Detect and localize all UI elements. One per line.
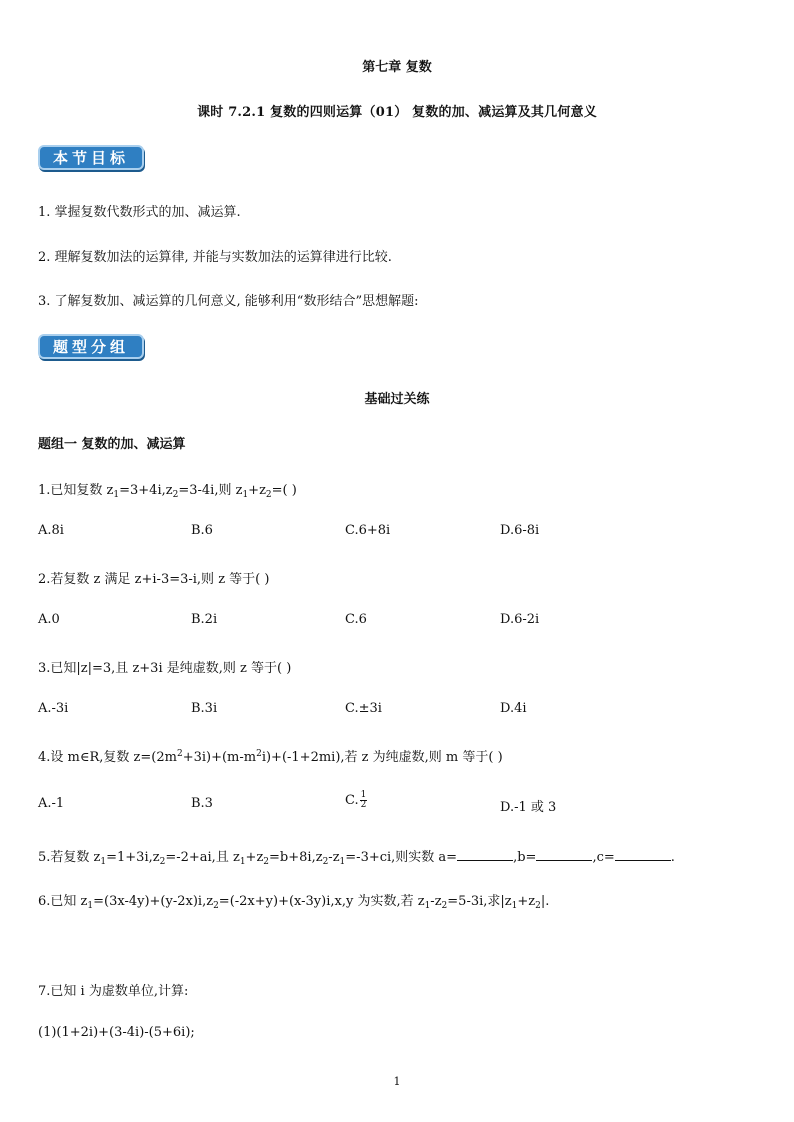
question-7-part-1: (1)(1+2i)+(3-4i)-(5+6i); <box>38 1025 195 1040</box>
question-7-stem: 7.已知 i 为虚数单位,计算: <box>38 984 189 999</box>
q4-option-d: D.-1 或 3 <box>500 800 557 815</box>
q3-option-b: B.3i <box>191 701 218 716</box>
q1-option-c: C.6+8i <box>345 523 391 538</box>
question-3-stem: 3.已知|z|=3,且 z+3i 是纯虚数,则 z 等于( ) <box>38 661 292 676</box>
question-2-stem: 2.若复数 z 满足 z+i-3=3-i,则 z 等于( ) <box>38 572 270 587</box>
question-1-stem: 1.已知复数 $z_1=3+4i,z_2=3-4i$,则 $z_1+z_2=$( ) <box>38 483 297 500</box>
goals-badge: 本节目标 <box>38 145 144 170</box>
q1-option-a: A.8i <box>38 523 64 538</box>
q4-option-b: B.3 <box>191 796 213 811</box>
answer-blank-b[interactable] <box>536 850 592 861</box>
section-title: 基础过关练 <box>364 392 430 407</box>
q2-option-c: C.6 <box>345 612 367 627</box>
question-6-stem: 6.已知 $z_1=(3x-4y)+(y-2x)i,z_2=(-2x+y)+(x-3y)i,x,y$ 为实数,若 $z_1-z_2=5-3i$,求$|z_1+z_2|$. <box>38 894 550 911</box>
question-4-stem: 4.设 m∈R,复数 $z=(2m^2+3i)+(m-m^2i)+(-1+2mi)$,若 z 为纯虚数,则 m 等于( ) <box>38 749 503 765</box>
q2-option-b: B.2i <box>191 612 218 627</box>
group-title: 题组一 复数的加、减运算 <box>38 437 186 452</box>
answer-blank-a[interactable] <box>457 850 513 861</box>
chapter-title: 第七章 复数 <box>362 60 432 75</box>
goal-1: 1. 掌握复数代数形式的加、减运算. <box>38 205 241 220</box>
q3-option-c: C.±3i <box>345 701 382 716</box>
goal-2: 2. 理解复数加法的运算律, 并能与实数加法的运算律进行比较. <box>38 250 392 265</box>
page-number: 1 <box>393 1075 401 1088</box>
q4-option-a: A.-1 <box>38 796 65 811</box>
q1-option-b: B.6 <box>191 523 213 538</box>
goal-3: 3. 了解复数加、减运算的几何意义, 能够利用“数形结合”思想解题: <box>38 294 419 309</box>
answer-blank-c[interactable] <box>615 850 671 861</box>
q3-option-a: A.-3i <box>38 701 69 716</box>
lesson-title: 课时 7.2.1 复数的四则运算（01） 复数的加、减运算及其几何意义 <box>197 105 597 120</box>
q3-option-d: D.4i <box>500 701 527 716</box>
q1-option-d: D.6-8i <box>500 523 540 538</box>
question-5-stem: 5.若复数 $z_1=1+3i,z_2=-2+ai$,且 $z_1+z_2=b+8i,z_2-z_1=-3+ci$,则实数 a= ,b= ,c= . <box>38 850 675 867</box>
fraction-one-half: $\frac{1}{2}$ <box>360 790 367 810</box>
q2-option-a: A.0 <box>38 612 60 627</box>
q4-option-c: C. $\frac{1}{2}$ <box>345 790 367 810</box>
q2-option-d: D.6-2i <box>500 612 540 627</box>
groups-badge: 题型分组 <box>38 334 144 359</box>
